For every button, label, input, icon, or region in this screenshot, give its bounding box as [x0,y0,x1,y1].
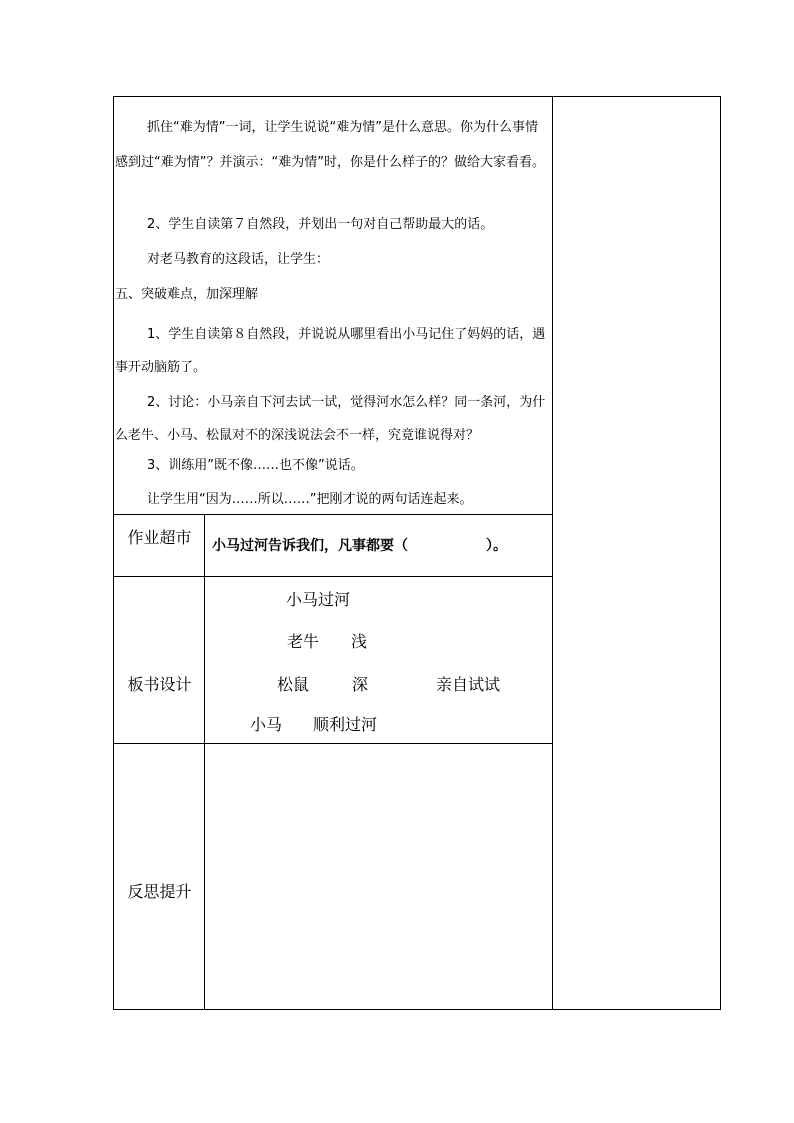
table-column-divider-main [552,96,553,1010]
homework-text: 小马过河告诉我们，凡事都要（ ）。 [212,538,507,554]
homework-label: 作业超市 [127,528,192,547]
board-title: 小马过河 [286,590,351,609]
board-squirrel: 松鼠 [277,675,310,694]
section-heading-five: 五、突破难点，加深理解 [115,287,259,302]
table-border-top [113,96,721,97]
reflection-content [206,746,550,1006]
paragraph-discuss-embarrassed: 抓住“难为情”一词，让学生说说“难为情”是什么意思。你为什么事情感到过“难为情”？并演示：“难为情”时，你是什么样子的？做给大家看看。 [115,120,545,170]
row-divider-homework-top [113,514,553,515]
board-design-label: 板书设计 [127,675,192,694]
paragraph-read-section-8: 1、学生自读第８自然段，并说说从哪里看出小马记住了妈妈的话，遇事开动脑筋了。 [115,327,546,375]
board-old-ox: 老牛 [287,632,320,651]
paragraph-because-so: 让学生用“因为……所以……”把刚才说的两句话连起来。 [147,492,473,507]
paragraph-sentence-practice: 3、训练用”既不像……也不像”说话。 [147,458,364,473]
board-little-horse: 小马 [250,715,283,734]
reflection-label: 反思提升 [127,882,192,901]
board-try-yourself: 亲自试试 [436,675,501,694]
table-border-left [113,96,114,1010]
board-shallow: 浅 [351,632,368,651]
paragraph-old-horse-speech: 对老马教育的这段话，让学生： [147,252,330,267]
table-column-divider-label [204,514,205,1010]
row-divider-reflection-top [113,743,553,744]
board-deep: 深 [352,675,369,694]
paragraph-discussion: 2、讨论：小马亲自下河去试一试，觉得河水怎么样？同一条河，为什么老牛、小马、松鼠对不的深浅说法会不一样，究竟谁说得对？ [115,395,546,443]
board-cross-river: 顺利过河 [313,715,378,734]
table-border-right [720,96,721,1010]
row-divider-board-top [113,576,553,577]
paragraph-read-section-7: 2、学生自读第７自然段，并划出一句对自己帮助最大的话。 [147,217,494,232]
